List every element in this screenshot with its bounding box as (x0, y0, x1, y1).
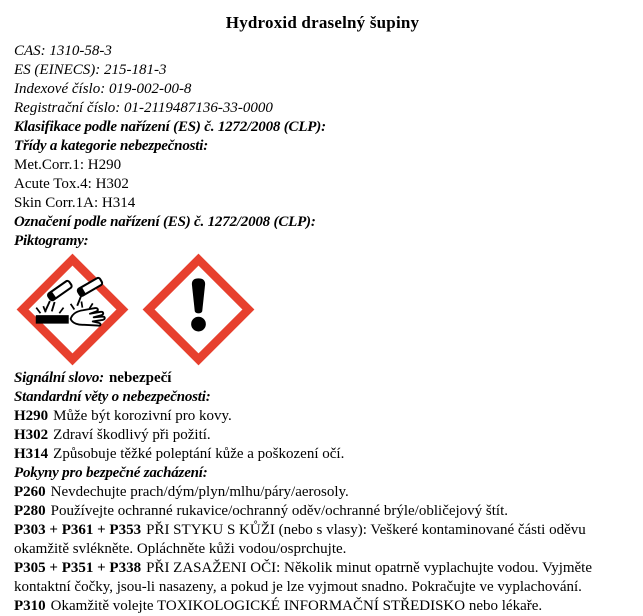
classification-heading: Klasifikace podle nařízení (ES) č. 1272/2008 (CLP): (14, 119, 326, 135)
signal-word-line (14, 369, 631, 388)
precautionary-statements-heading: Pokyny pro bezpečné zacházení: (14, 465, 208, 481)
p-code: P303 + P361 + P353 (14, 522, 142, 538)
precautionary-statement (14, 559, 631, 597)
p-text: Používejte ochranné rukavice/ochranný oděv/ochranné brýle/obličejový štít. (50, 503, 509, 519)
hazard-statements-heading: Standardní věty o nebezpečnosti: (14, 389, 211, 405)
pictograms-heading: Piktogramy: (14, 233, 89, 249)
h-text: Zdraví škodlivý při požití. (53, 427, 211, 443)
pictogram-row (16, 253, 631, 366)
page-title: Hydroxid draselný šupiny (225, 13, 420, 32)
h-text: Způsobuje těžké poleptání kůže a poškození očí. (53, 446, 345, 462)
h-text: Může být korozivní pro kovy. (53, 408, 232, 424)
hazard-statement (14, 426, 631, 445)
precautionary-statement (14, 483, 631, 502)
cas-number-line: CAS: 1310-58-3 (14, 43, 112, 59)
ghs07-exclamation-pictogram-icon (142, 253, 255, 366)
index-number-line: Indexové číslo: 019-002-00-8 (14, 81, 192, 97)
precautionary-statement (14, 597, 631, 616)
hazard-statement (14, 445, 631, 464)
precautionary-statement (14, 521, 631, 559)
ghs05-corrosion-pictogram-icon (16, 253, 129, 366)
signal-word-label: Signální slovo: (14, 370, 104, 386)
hazard-class-item: Acute Tox.4: H302 (14, 176, 129, 192)
hazard-statement (14, 407, 631, 426)
registration-number-line: Registrační číslo: 01-2119487136-33-0000 (14, 100, 273, 116)
hazard-classes-subheading: Třídy a kategorie nebezpečnosti: (14, 138, 208, 154)
p-code: P310 (14, 598, 46, 614)
hazard-class-item: Met.Corr.1: H290 (14, 157, 122, 173)
p-text: PŘI STYKU S KŮŽI (nebo s vlasy): Veškeré kontaminované části oděvu okamžitě svlékněte. Opláchněte kůži vodou/osprchujte. (14, 522, 586, 557)
p-code: P280 (14, 503, 46, 519)
signal-word-value: nebezpečí (108, 370, 172, 386)
p-text: Nevdechujte prach/dým/plyn/mlhu/páry/aerosoly. (50, 484, 349, 500)
h-code: H290 (14, 408, 49, 424)
precautionary-statement (14, 502, 631, 521)
p-code: P260 (14, 484, 46, 500)
h-code: H314 (14, 446, 49, 462)
p-code: P305 + P351 + P338 (14, 560, 142, 576)
p-text: PŘI ZASAŽENI OČI: Několik minut opatrně vyplachujte vodou. Vyjměte kontaktní čočky, jsou-li nasazeny, a pokud je lze vyjmout snadno. Pokračujte ve vyplachování. (14, 560, 593, 595)
einecs-number-line: ES (EINECS): 215-181-3 (14, 62, 167, 78)
hazard-class-item: Skin Corr.1A: H314 (14, 195, 136, 211)
h-code: H302 (14, 427, 49, 443)
labelling-heading: Označení podle nařízení (ES) č. 1272/2008 (CLP): (14, 214, 316, 230)
p-text: Okamžitě volejte TOXIKOLOGICKÉ INFORMAČNÍ STŘEDISKO nebo lékaře. (50, 598, 543, 614)
